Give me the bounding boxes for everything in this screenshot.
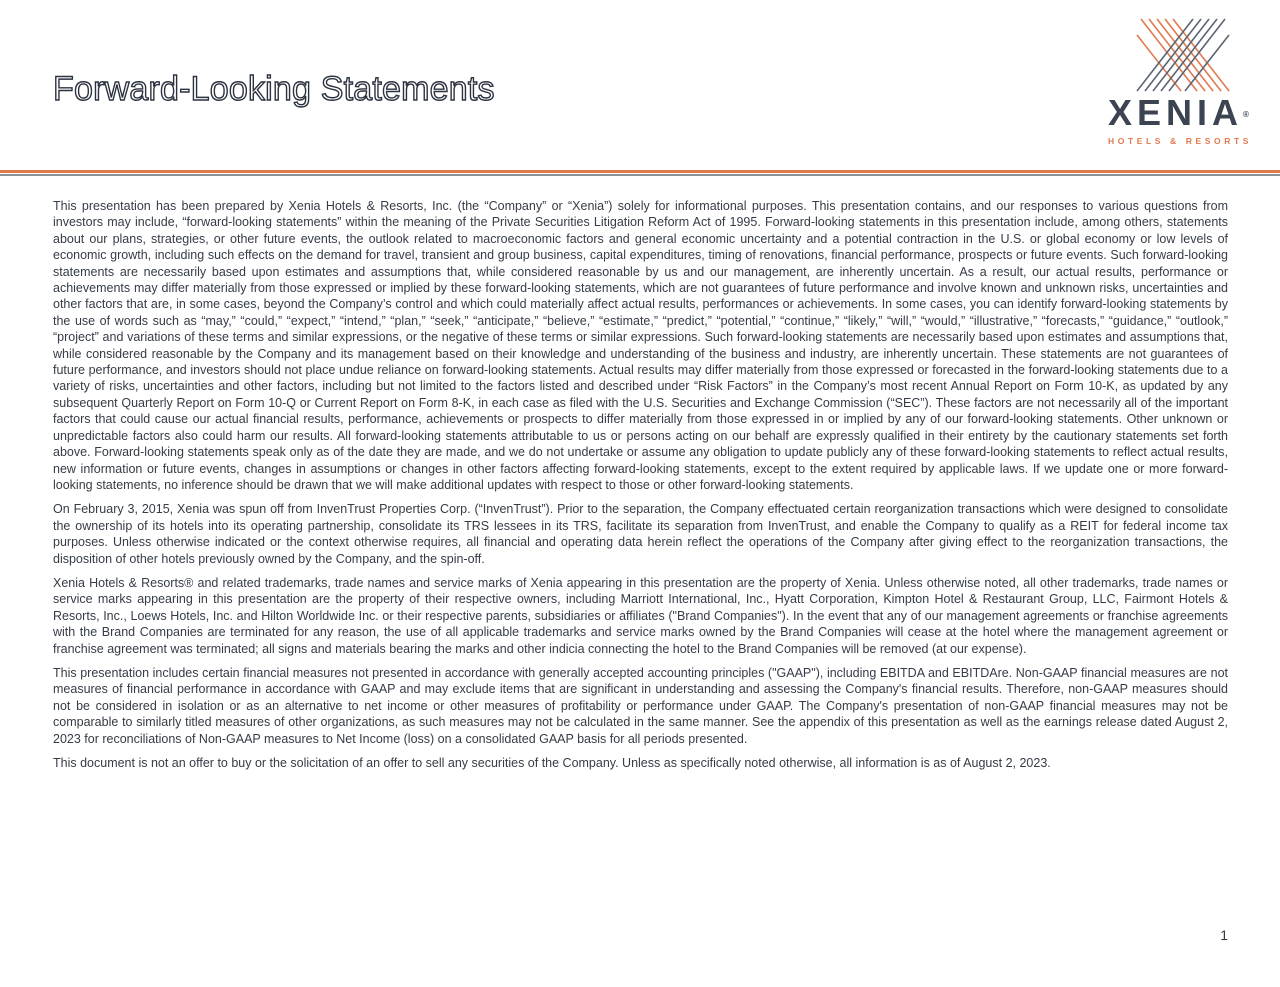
page-title: Forward-Looking Statements [53, 70, 495, 108]
paragraph-non-gaap: This presentation includes certain financial measures not presented in accordance with generally accepted accounting principles ("GAAP"), including EBITDA and EBITDAre. Non-GAAP financial measures are not measures of financial performance in accordance with GAAP and may exclude items that are significant in understanding and assessing the Company's financial results. Therefore, non-GAAP measures should not be considered in isolation or as an alternative to net income or other measures of profitability or performance under GAAP. The Company's presentation of non-GAAP financial measures may not be comparable to similarly titled measures of other organizations, as such measures may not be calculated in the same manner. See the appendix of this presentation as well as the earnings release dated August 2, 2023 for reconciliations of Non-GAAP measures to Net Income (loss) on a consolidated GAAP basis for all periods presented. [53, 665, 1228, 746]
xenia-logo [1103, 15, 1263, 150]
header-divider-grey [0, 174, 1280, 176]
logo-wordmark: XENIA® [1108, 92, 1249, 133]
paragraph-no-offer: This document is not an offer to buy or the solicitation of an offer to sell any securities of the Company. Unless as specifically noted otherwise, all information is as of August 2, 2023. [53, 756, 1051, 770]
xenia-lattice-icon [1135, 15, 1231, 95]
paragraph-forward-looking: This presentation has been prepared by Xenia Hotels & Resorts, Inc. (the “Company” or “Xenia”) solely for informational purposes. This presentation contains, and our responses to various questions from investors may include, “forward-looking statements” within the meaning of the Private Securities Litigation Reform Act of 1995. Forward-looking statements in this presentation include, among others, statements about our plans, strategies, or other future events, the outlook related to macroeconomic factors and general economic uncertainty and a potential contraction in the U.S. or global economy or low levels of economic growth, including such effects on the demand for travel, transient and group business, capital expenditures, timing of renovations, financial performance, prospects or future events. Such forward-looking statements are necessarily based upon estimates and assumptions that, while considered reasonable by us and our management, are inherently uncertain. As a result, our actual results, performance or achievements may differ materially from those expressed or implied by these forward-looking statements, which are not guarantees of future performance and involve known and unknown risks, uncertainties and other factors that are, in some cases, beyond the Company’s control and which could materially affect actual results, performances or achievements. In some cases, you can identify forward-looking statements by the use of words such as “may,” “could,” “expect,” “intend,” “plan,” “seek,” “anticipate,” “believe,” “estimate,” “predict,” “potential,” “continue,” “likely,” “will,” “would,” “illustrative,” “forecasts,” “guidance,” “outlook,” “project” and variations of these terms and similar expressions, or the negative of these terms or similar expressions. Such forward-looking statements are necessarily based upon estimates and assumptions that, while considered reasonable by the Company and its management based on their knowledge and understanding of the business and industry, are inherently uncertain. These statements are not guarantees of future performance, and investors should not place undue reliance on forward-looking statements. Actual results may differ materially from those expressed or forecasted in the forward-looking statements due to a variety of risks, uncertainties and other factors, including but not limited to the factors listed and described under “Risk Factors” in the Company’s most recent Annual Report on Form 10-K, as updated by any subsequent Quarterly Report on Form 10-Q or Current Report on Form 8-K, in each case as filed with the U.S. Securities and Exchange Commission (“SEC”). These factors are not necessarily all of the important factors that could cause our actual financial results, performance, achievements or prospects to differ materially from those expressed in or implied by any of our forward-looking statements. Other unknown or unpredictable factors also could harm our results. All forward-looking statements attributable to us or persons acting on our behalf are expressly qualified in their entirety by the cautionary statements set forth above. Forward-looking statements speak only as of the date they are made, and we do not undertake or assume any obligation to update publicly any of these forward-looking statements to reflect actual results, new information or future events, changes in assumptions or changes in other factors affecting forward-looking statements, except to the extent required by applicable laws. If we update one or more forward-looking statements, no inference should be drawn that we will make additional updates with respect to those or other forward-looking statements. [53, 199, 1228, 492]
page-number: 1 [1220, 927, 1228, 943]
paragraph-trademarks: Xenia Hotels & Resorts® and related trademarks, trade names and service marks of Xenia appearing in this presentation are the property of Xenia. Unless otherwise noted, all other trademarks, trade names or service marks appearing in this presentation are the property of their respective owners, including Marriott International, Inc., Hyatt Corporation, Kimpton Hotel & Restaurant Group, LLC, Fairmont Hotels & Resorts, Inc., Loews Hotels, Inc. and Hilton Worldwide Inc. or their respective parents, subsidiaries or affiliates ("Brand Companies"). In the event that any of our management agreements or franchise agreements with the Brand Companies are terminated for any reason, the use of all applicable trademarks and service marks owned by the Brand Companies will cease at the hotel where the management agreement or franchise agreement was terminated; all signs and materials bearing the marks and other indicia connecting the hotel to the Brand Companies will be removed (at our expense). [53, 575, 1228, 656]
disclaimer-body [53, 198, 1228, 779]
header-divider-orange [0, 170, 1280, 173]
paragraph-spin-off: On February 3, 2015, Xenia was spun off from InvenTrust Properties Corp. (“InvenTrust”). Prior to the separation, the Company effectuated certain reorganization transactions which were designed to consolidate the ownership of its hotels into its operating partnership, consolidate its TRS lessees in its TRS, facilitate its separation from InvenTrust, and enable the Company to qualify as a REIT for federal income tax purposes. Unless otherwise indicated or the context otherwise requires, all financial and operating data herein reflect the operations of the Company after giving effect to the reorganization transactions, the disposition of other hotels previously owned by the Company, and the spin-off. [53, 502, 1228, 566]
logo-tagline: HOTELS & RESORTS [1108, 136, 1253, 146]
